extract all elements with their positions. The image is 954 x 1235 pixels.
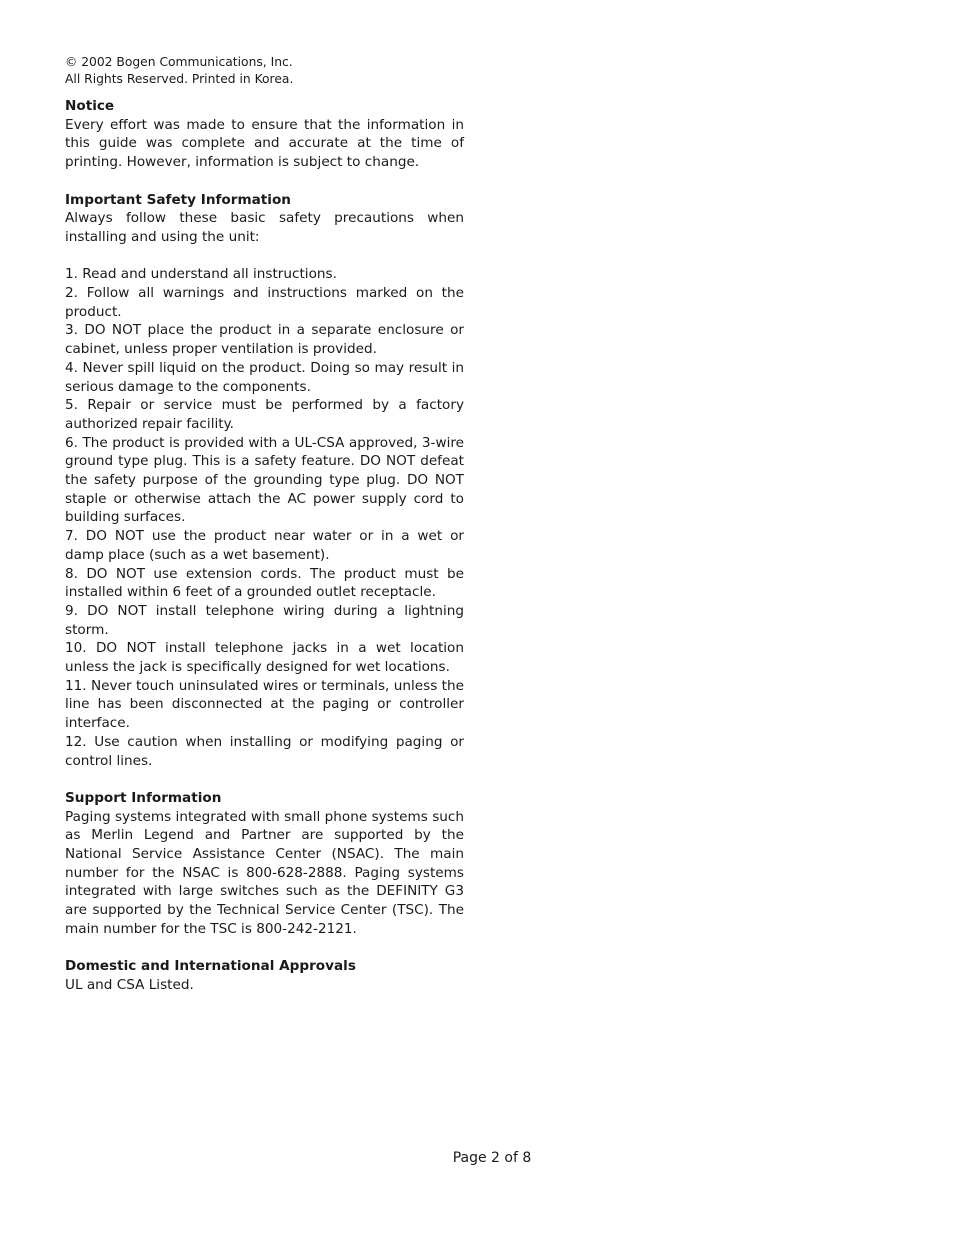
safety-section [65,191,464,771]
support-heading: Support Information [65,789,222,806]
safety-item: 3. DO NOT place the product in a separate enclosure or cabinet, unless proper ventilation is provided. [65,322,464,358]
safety-item: 9. DO NOT install telephone wiring during a lightning storm. [65,602,464,638]
safety-list [65,265,464,770]
safety-item: 6. The product is provided with a UL-CSA approved, 3-wire ground type plug. This is a safety feature. DO NOT defeat the safety purpose of the grounding type plug. DO NOT staple or otherwise attach the AC power supply cord to building surfaces. [65,434,464,526]
rights-line: All Rights Reserved. Printed in Korea. [65,72,294,86]
support-body: Paging systems integrated with small phone systems such as Merlin Legend and Partner are supported by the National Service Assistance Center (NSAC). The main number for the NSAC is 800-628-2888. Paging systems integrated with large switches such as the DEFINITY G3 are supported by the Technical Service Center (TSC). The main number for the TSC is 800-242-2121. [65,808,464,937]
notice-section [65,97,464,172]
spacer [65,770,464,789]
safety-item: 4. Never spill liquid on the product. Doing so may result in serious damage to the components. [65,359,464,395]
copyright-line: © 2002 Bogen Communications, Inc. [65,55,293,69]
safety-item: 11. Never touch uninsulated wires or terminals, unless the line has been disconnected at the paging or controller interface. [65,677,464,732]
spacer [65,172,464,191]
safety-item: 7. DO NOT use the product near water or in a wet or damp place (such as a wet basement). [65,528,464,563]
safety-item: 10. DO NOT install telephone jacks in a wet location unless the jack is specifically designed for wet locations. [65,640,464,676]
spacer [65,247,464,266]
safety-item: 12. Use caution when installing or modifying paging or control lines. [65,733,464,769]
copyright-block [65,54,464,88]
approvals-body: UL and CSA Listed. [65,976,194,993]
safety-item: 5. Repair or service must be performed by a factory authorized repair facility. [65,397,464,432]
spacer [65,939,464,958]
safety-item: 8. DO NOT use extension cords. The product must be installed within 6 feet of a grounded outlet receptacle. [65,565,464,601]
safety-item: 2. Follow all warnings and instructions marked on the product. [65,285,464,320]
approvals-heading: Domestic and International Approvals [65,958,356,975]
content-column [65,54,464,995]
notice-body: Every effort was made to ensure that the information in this guide was complete and accurate at the time of printing. However, information is subject to change. [65,116,464,171]
notice-heading: Notice [65,98,115,114]
page-number: Page 2 of 8 [452,1150,532,1166]
safety-heading: Important Safety Information [65,191,291,208]
approvals-section [65,957,464,994]
support-section [65,789,464,939]
safety-intro: Always follow these basic safety precautions when installing and using the unit: [65,210,464,245]
safety-item: 1. Read and understand all instructions. [65,266,337,283]
